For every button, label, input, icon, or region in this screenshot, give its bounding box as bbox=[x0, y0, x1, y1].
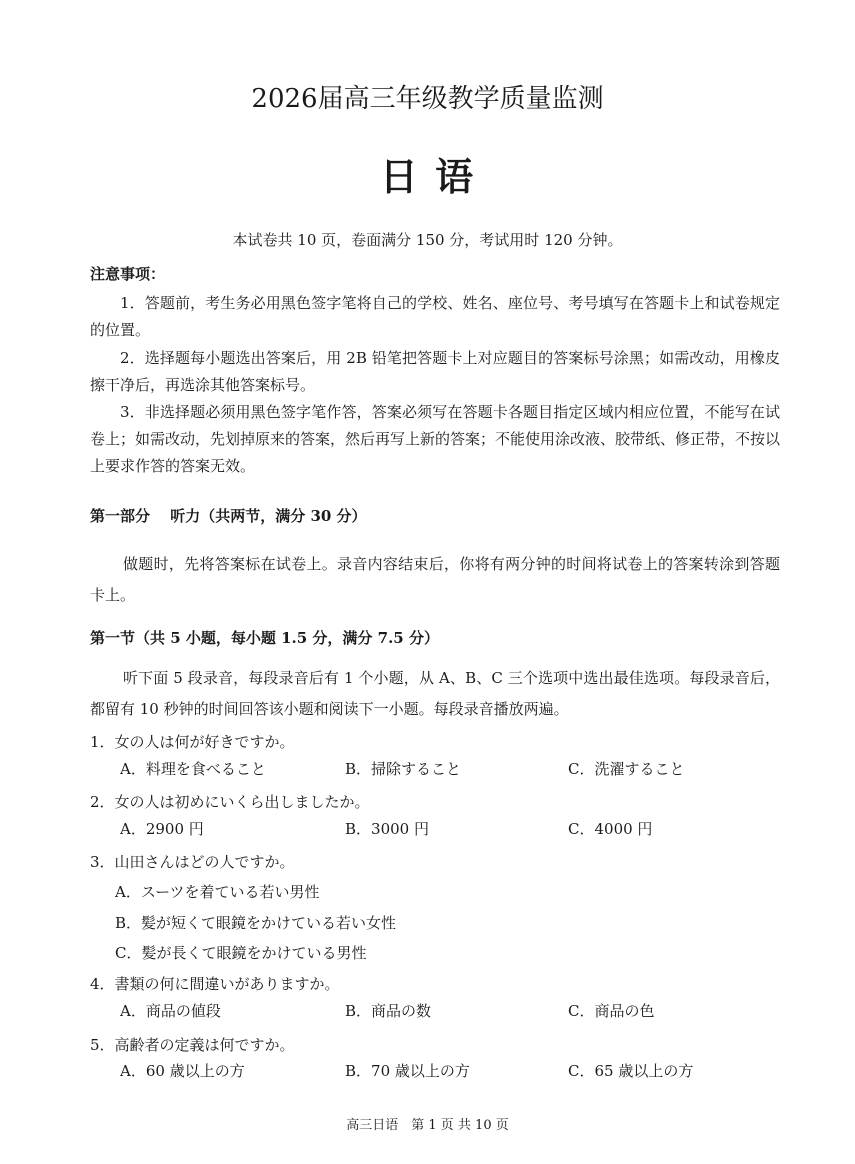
option-a: A．60 歳以上の方 bbox=[120, 1062, 245, 1080]
question-stem: 5．高齢者の定義は何ですか。 bbox=[90, 1036, 295, 1054]
question-stem: 4．書類の何に間違いがありますか。 bbox=[90, 975, 340, 993]
option-b: B．70 歳以上の方 bbox=[345, 1062, 470, 1080]
notice-item: 3．非选择题必须用黑色签字笔作答，答案必须写在答题卡各题目指定区域内相应位置，不能写在试卷上；如需改动，先划掉原来的答案，然后再写上新的答案；不能使用涂改液、胶带纸、修正带，不按以上要求作答的答案无效。 bbox=[90, 403, 781, 475]
question-stem: 1．女の人は何が好きですか。 bbox=[90, 733, 295, 751]
notices-heading: 注意事项： bbox=[90, 265, 166, 283]
subject-title: 日 语 bbox=[379, 154, 476, 199]
question-stem: 3．山田さんはどの人ですか。 bbox=[90, 853, 295, 871]
notice-item: 1．答题前，考生务必用黑色签字笔将自己的学校、姓名、座位号、考号填写在答题卡上和试卷规定的位置。 bbox=[90, 294, 780, 339]
question-stem: 2．女の人は初めにいくら出しましたか。 bbox=[90, 793, 370, 811]
option-a: A．2900 円 bbox=[120, 820, 204, 838]
option-c: C．65 歳以上の方 bbox=[568, 1062, 694, 1080]
option-c: C．4000 円 bbox=[568, 820, 653, 838]
section1-heading: 第一节（共 5 小题，每小题 1.5 分，满分 7.5 分） bbox=[90, 629, 439, 647]
exam-intro: 本试卷共 10 页，卷面满分 150 分，考试用时 120 分钟。 bbox=[232, 231, 623, 249]
option-b: B．髪が短くて眼鏡をかけている若い女性 bbox=[115, 914, 397, 932]
page-footer: 高三日语 第 1 页 共 10 页 bbox=[346, 1118, 509, 1133]
exam-title: 2026届高三年级教学质量监测 bbox=[251, 84, 604, 114]
option-b: B．掃除すること bbox=[345, 760, 462, 778]
option-c: C．洗濯すること bbox=[568, 760, 685, 778]
option-a: A．料理を食べること bbox=[120, 760, 266, 778]
option-a: A．商品の値段 bbox=[120, 1002, 221, 1020]
option-a: A．スーツを着ている若い男性 bbox=[115, 883, 320, 901]
notice-item: 2．选择题每小题选出答案后，用 2B 铅笔把答题卡上对应题目的答案标号涂黑；如需改动，用橡皮擦干净后，再选涂其他答案标号。 bbox=[90, 349, 780, 394]
section1-instruction: 听下面 5 段录音，每段录音后有 1 个小题，从 A、B、C 三个选项中选出最佳选项。每段录音后，都留有 10 秒钟的时间回答该小题和阅读下一小题。每段录音播放两遍。 bbox=[90, 669, 780, 718]
option-c: C．商品の色 bbox=[568, 1002, 655, 1020]
option-b: B．商品の数 bbox=[345, 1002, 432, 1020]
option-b: B．3000 円 bbox=[345, 820, 429, 838]
option-c: C．髪が長くて眼鏡をかけている男性 bbox=[115, 944, 367, 962]
part1-instruction: 做题时，先将答案标在试卷上。录音内容结束后，你将有两分钟的时间将试卷上的答案转涂到答题卡上。 bbox=[90, 555, 780, 604]
part1-heading: 第一部分 听力（共两节，满分 30 分） bbox=[90, 507, 367, 525]
